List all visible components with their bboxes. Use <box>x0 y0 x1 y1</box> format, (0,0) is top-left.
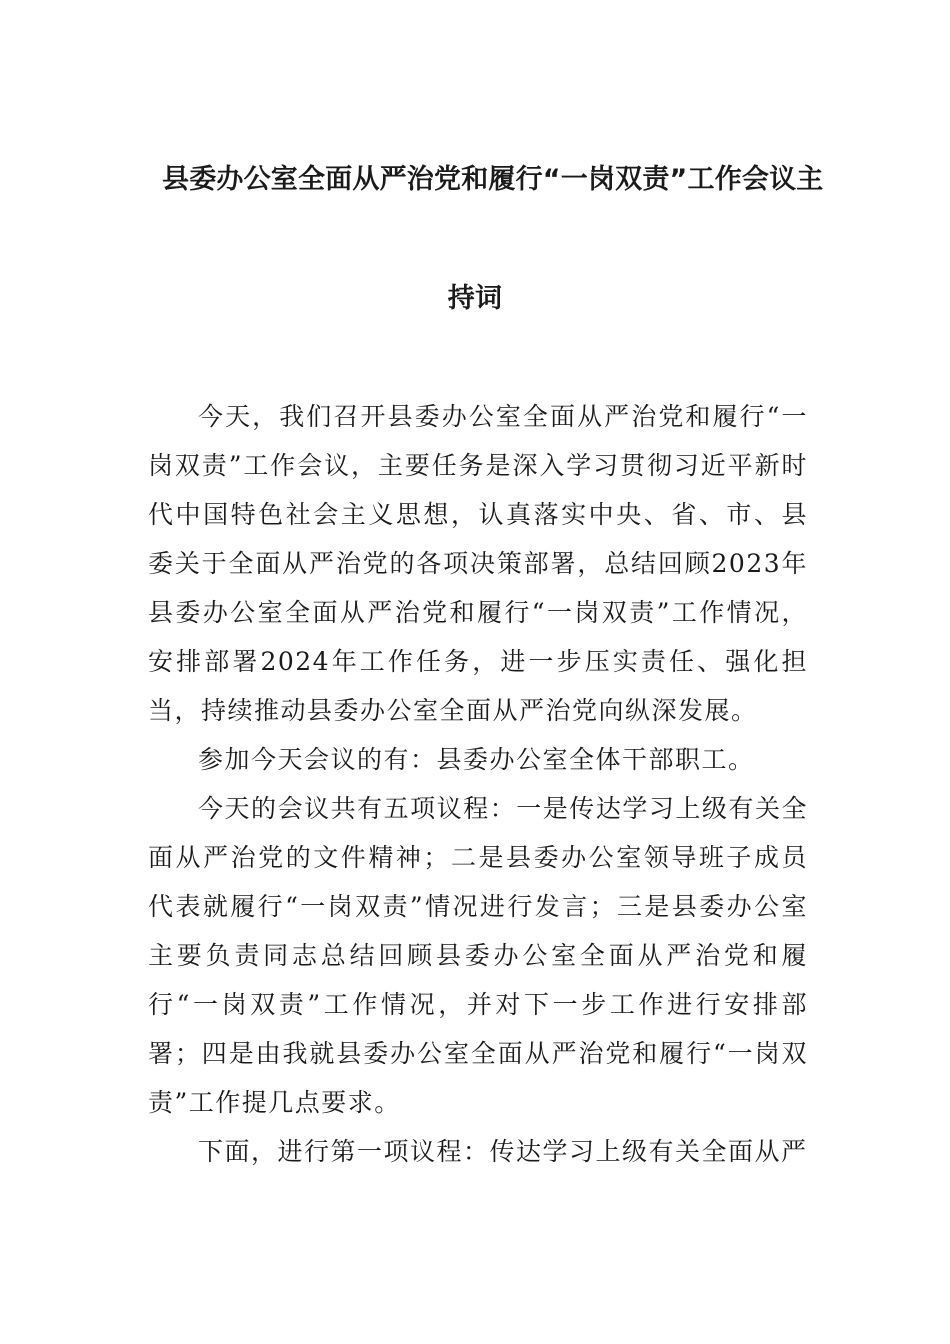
paragraph-attendees: 参加今天会议的有：县委办公室全体干部职工。 <box>198 745 755 774</box>
paragraph-first-item: 下面，进行第一项议程：传达学习上级有关全面从严 <box>198 1137 808 1166</box>
document-title-line-1: 县委办公室全面从严治党和履行“一岗双责”工作会议主 <box>162 164 824 195</box>
paragraph-agenda: 今天的会议共有五项议程：一是传达学习上级有关全面从严治党的文件精神；二是县委办公室领导班子成员代表就履行“一岗双责”情况进行发言；三是县委办公室主要负责同志总结回顾县委办公室全面从严治党和履行“一岗双责”工作情况，并对下一步工作进行安排部署；四是由我就县委办公室全面从严治党和履行“一岗双责”工作提几点要求。 <box>148 794 808 1117</box>
document-title-line-2: 持词 <box>447 283 503 314</box>
paragraph-opening: 今天，我们召开县委办公室全面从严治党和履行“一岗双责”工作会议，主要任务是深入学习贯彻习近平新时代中国特色社会主义思想，认真落实中央、省、市、县委关于全面从严治党的各项决策部署，总结回顾2023年县委办公室全面从严治党和履行“一岗双责”工作情况，安排部署2024年工作任务，进一步压实责任、强化担当，持续推动县委办公室全面从严治党向纵深发展。 <box>148 402 808 725</box>
document-body <box>148 392 808 1176</box>
